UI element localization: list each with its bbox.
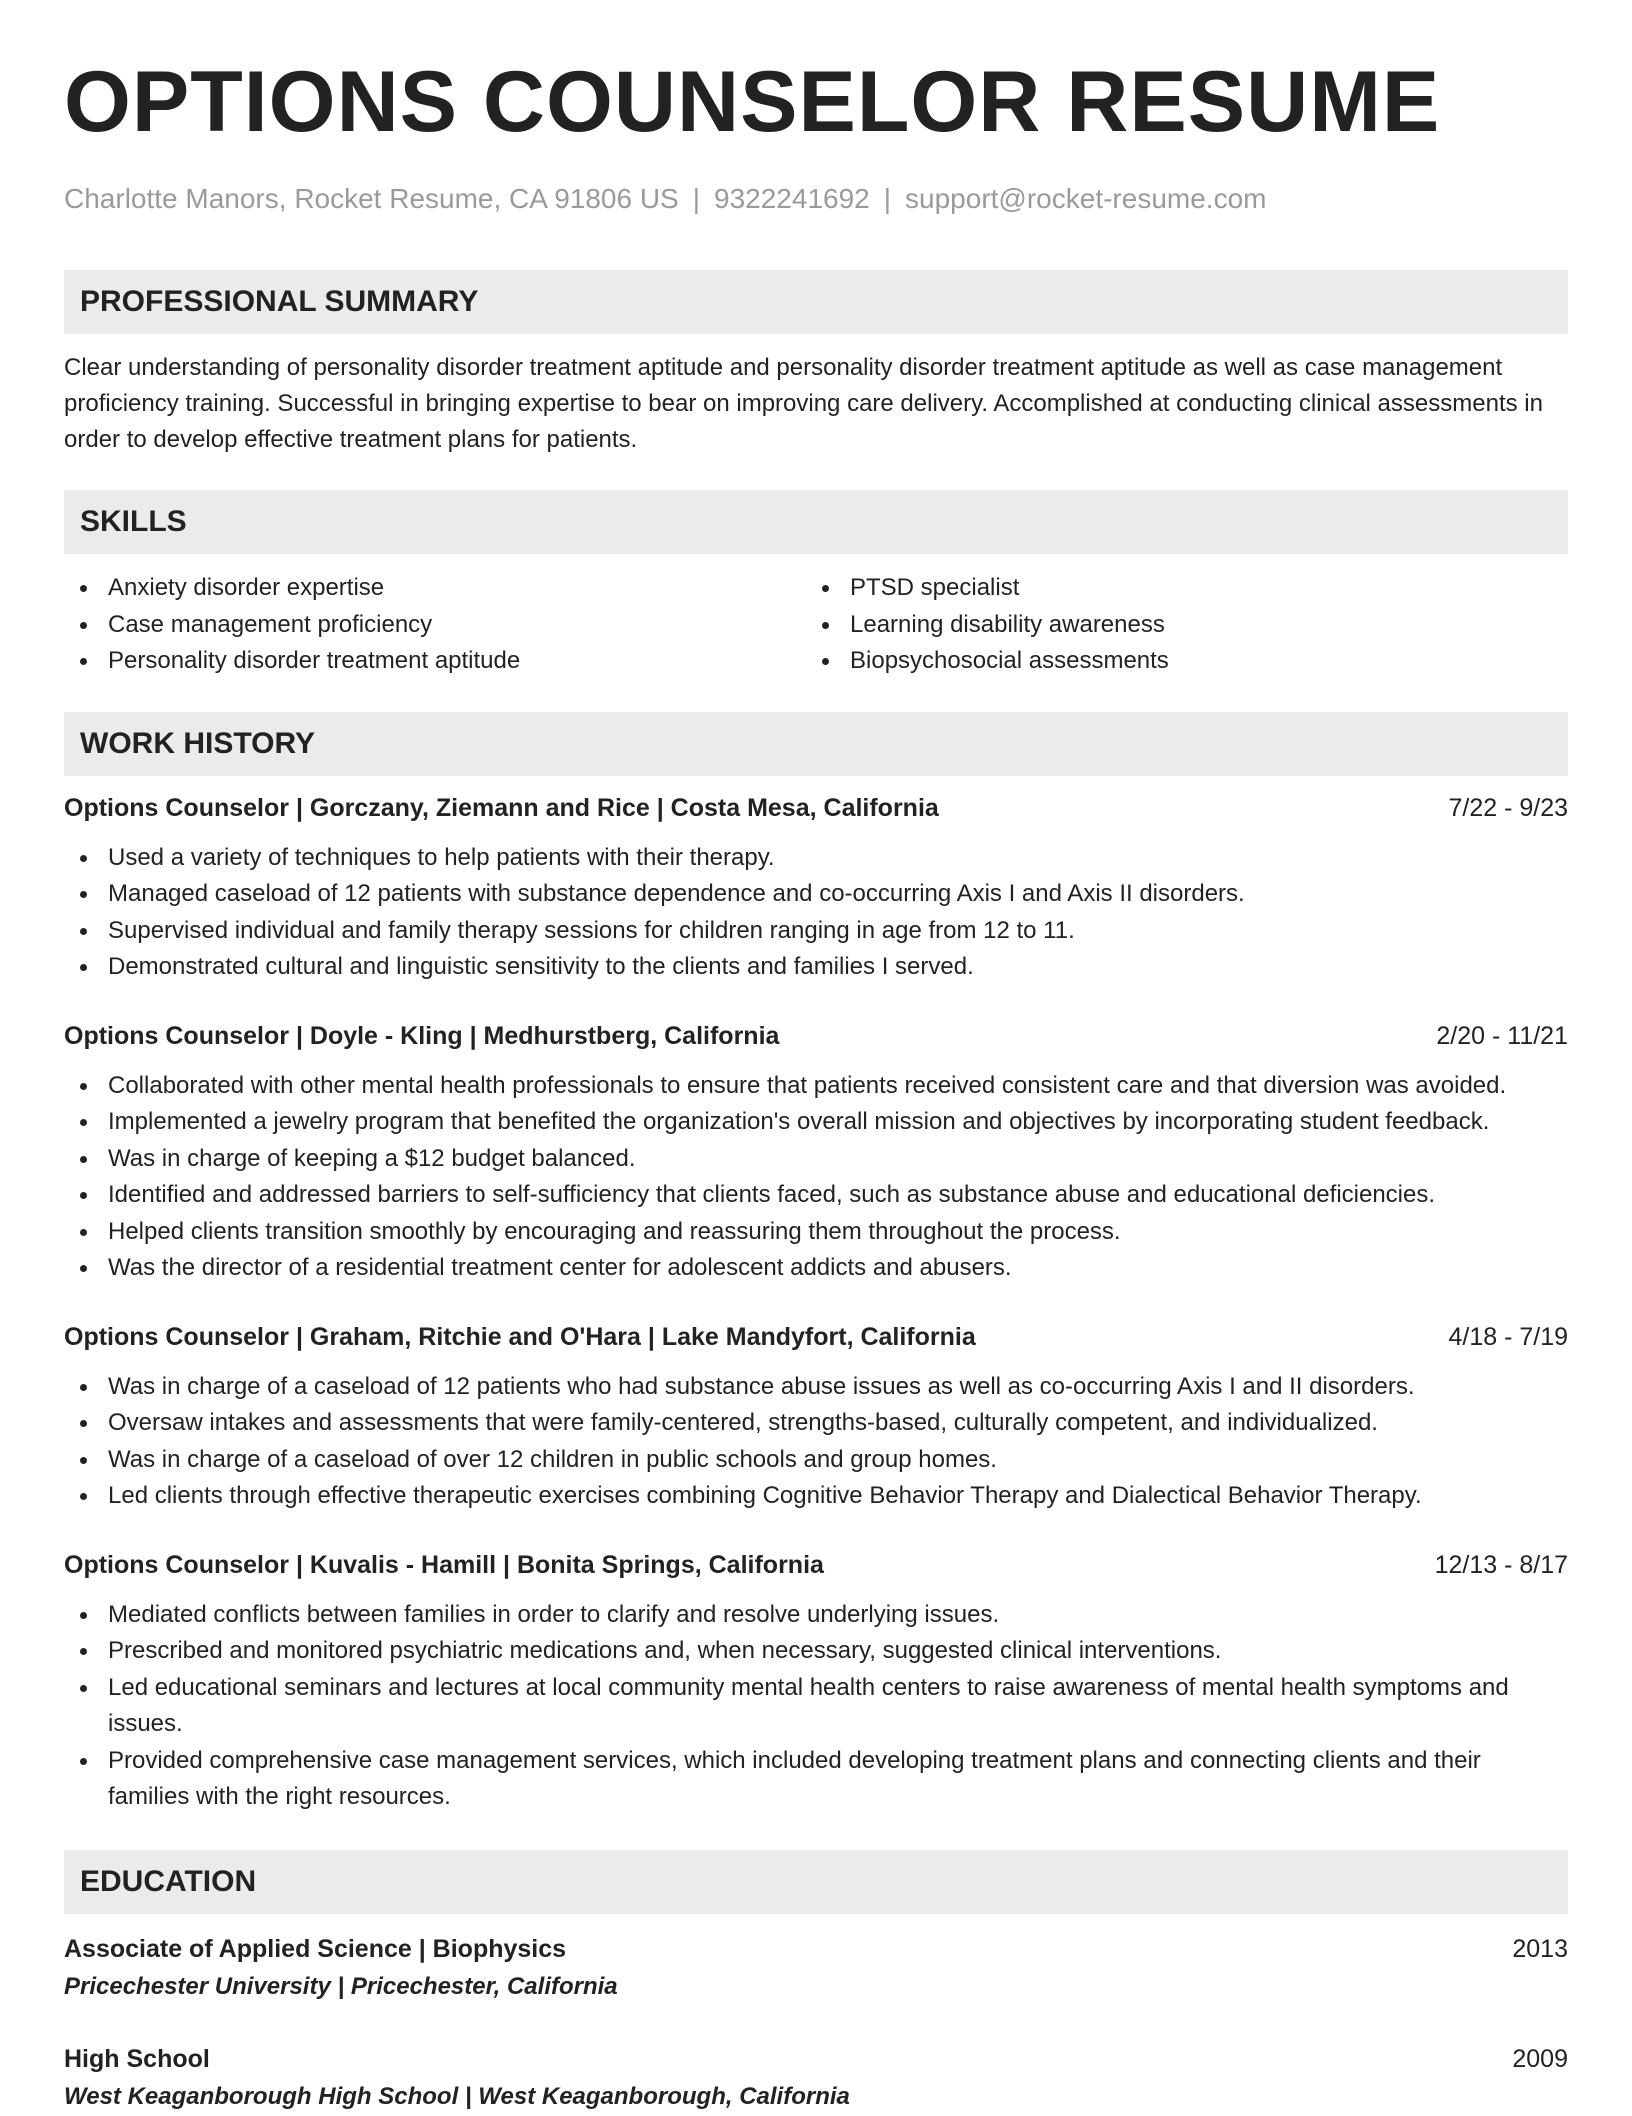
skills-column-left <box>64 570 806 680</box>
education-degree: Associate of Applied Science | Biophysics <box>64 1934 567 1963</box>
job-bullets <box>64 1369 1568 1515</box>
education-degree: High School <box>64 2044 210 2073</box>
job-bullets <box>64 840 1568 986</box>
job-entry <box>64 1547 1568 1816</box>
job-bullets <box>64 1068 1568 1287</box>
contact-line <box>64 182 1568 216</box>
education-header <box>64 2040 1568 2078</box>
skill-item: Case management proficiency <box>64 607 806 644</box>
skill-item: Personality disorder treatment aptitude <box>64 643 806 680</box>
education-header <box>64 1930 1568 1968</box>
job-bullet: Identified and addressed barriers to self-sufficiency that clients faced, such as substance abuse and educational deficiencies. <box>64 1177 1568 1214</box>
section-heading-skills: SKILLS <box>64 490 1568 554</box>
job-bullet: Implemented a jewelry program that benefited the organization's overall mission and objectives by incorporating student feedback. <box>64 1104 1568 1141</box>
job-bullet: Led educational seminars and lectures at local community mental health centers to raise awareness of mental health symptoms and issues. <box>64 1670 1568 1743</box>
job-header <box>64 1547 1568 1583</box>
job-dates: 4/18 - 7/19 <box>1448 1322 1568 1351</box>
education-entry <box>64 2040 1568 2116</box>
contact-address: Charlotte Manors, Rocket Resume, CA 91806 US <box>64 183 679 214</box>
education-year: 2009 <box>1512 2044 1568 2073</box>
job-bullet: Collaborated with other mental health professionals to ensure that patients received consistent care and that diversion was avoided. <box>64 1068 1568 1105</box>
job-entry <box>64 1018 1568 1287</box>
contact-phone: 9322241692 <box>714 183 870 214</box>
resume-title: OPTIONS COUNSELOR RESUME <box>64 54 1441 150</box>
skills-column-right <box>806 570 1548 680</box>
job-bullet: Oversaw intakes and assessments that were family-centered, strengths-based, culturally competent, and individualized. <box>64 1405 1568 1442</box>
skill-item: Learning disability awareness <box>806 607 1548 644</box>
job-bullet: Helped clients transition smoothly by encouraging and reassuring them throughout the process. <box>64 1214 1568 1251</box>
skills-list-right <box>806 570 1548 680</box>
job-title: Options Counselor | Doyle - Kling | Medhurstberg, California <box>64 1021 780 1050</box>
job-bullet: Supervised individual and family therapy sessions for children ranging in age from 12 to 11. <box>64 913 1568 950</box>
job-title: Options Counselor | Graham, Ritchie and O'Hara | Lake Mandyfort, California <box>64 1322 976 1351</box>
job-bullet: Demonstrated cultural and linguistic sensitivity to the clients and families I served. <box>64 949 1568 986</box>
contact-email: support@rocket-resume.com <box>905 183 1267 214</box>
job-header <box>64 1319 1568 1355</box>
job-title: Options Counselor | Gorczany, Ziemann and Rice | Costa Mesa, California <box>64 793 939 822</box>
job-dates: 12/13 - 8/17 <box>1434 1550 1568 1579</box>
job-bullet: Managed caseload of 12 patients with substance dependence and co-occurring Axis I and Axis II disorders. <box>64 876 1568 913</box>
job-header <box>64 790 1568 826</box>
skill-item: Biopsychosocial assessments <box>806 643 1548 680</box>
job-bullet: Mediated conflicts between families in order to clarify and resolve underlying issues. <box>64 1597 1568 1634</box>
job-title: Options Counselor | Kuvalis - Hamill | Bonita Springs, California <box>64 1550 824 1579</box>
job-bullet: Prescribed and monitored psychiatric medications and, when necessary, suggested clinical interventions. <box>64 1633 1568 1670</box>
education-school: Pricechester University | Pricechester, California <box>64 1972 618 2000</box>
job-entry <box>64 790 1568 986</box>
skills-list-left <box>64 570 806 680</box>
job-bullet: Provided comprehensive case management services, which included developing treatment plans and connecting clients and their families with the right resources. <box>64 1743 1568 1816</box>
resume-page <box>64 0 1568 2116</box>
skill-item: PTSD specialist <box>806 570 1548 607</box>
section-heading-summary: PROFESSIONAL SUMMARY <box>64 270 1568 334</box>
job-dates: 7/22 - 9/23 <box>1448 793 1568 822</box>
job-bullet: Used a variety of techniques to help patients with their therapy. <box>64 840 1568 877</box>
section-heading-education: EDUCATION <box>64 1850 1568 1914</box>
contact-separator: | <box>883 183 892 214</box>
job-dates: 2/20 - 11/21 <box>1436 1021 1568 1050</box>
job-bullet: Was in charge of keeping a $12 budget balanced. <box>64 1141 1568 1178</box>
job-bullet: Was in charge of a caseload of 12 patients who had substance abuse issues as well as co-occurring Axis I and II disorders. <box>64 1369 1568 1406</box>
contact-separator: | <box>692 183 701 214</box>
skills-grid <box>64 570 1568 680</box>
summary-text: Clear understanding of personality disorder treatment aptitude and personality disorder treatment aptitude as well as case management proficiency training. Successful in bringing expertise to bear on improving care delivery. Accomplished at conducting clinical assessments in order to develop effective treatment plans for patients. <box>64 354 1543 453</box>
education-school: West Keaganborough High School | West Keaganborough, California <box>64 2082 850 2110</box>
job-bullet: Was in charge of a caseload of over 12 children in public schools and group homes. <box>64 1442 1568 1479</box>
education-entry <box>64 1930 1568 2006</box>
job-bullets <box>64 1597 1568 1816</box>
job-header <box>64 1018 1568 1054</box>
job-entry <box>64 1319 1568 1515</box>
job-bullet: Led clients through effective therapeutic exercises combining Cognitive Behavior Therapy and Dialectical Behavior Therapy. <box>64 1478 1568 1515</box>
skill-item: Anxiety disorder expertise <box>64 570 806 607</box>
job-bullet: Was the director of a residential treatment center for adolescent addicts and abusers. <box>64 1250 1568 1287</box>
education-year: 2013 <box>1512 1934 1568 1963</box>
section-heading-work-history: WORK HISTORY <box>64 712 1568 776</box>
